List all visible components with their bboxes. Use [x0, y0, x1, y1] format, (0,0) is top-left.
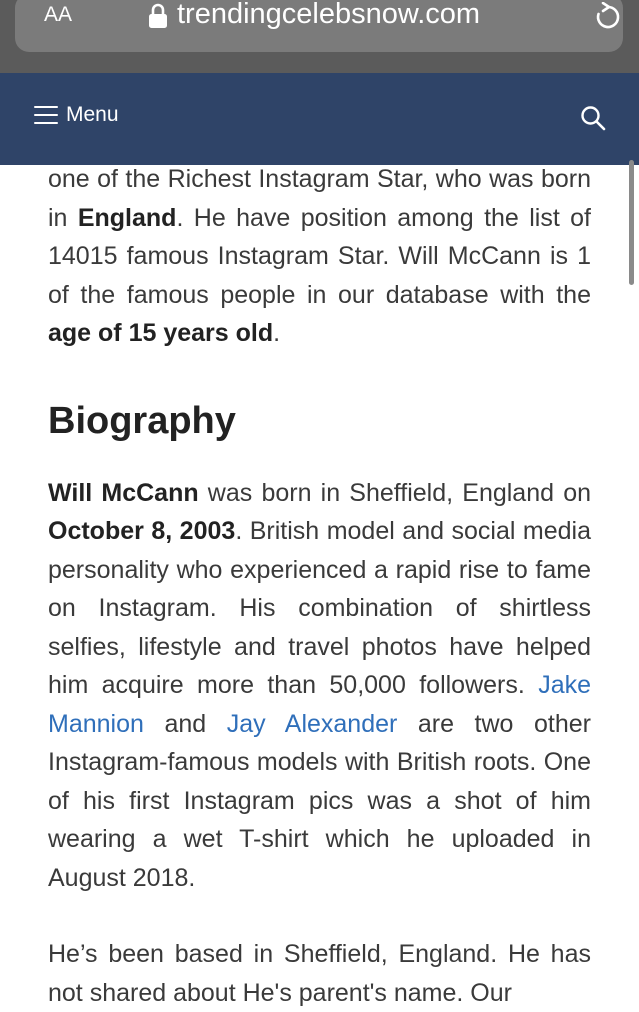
family-paragraph — [48, 935, 591, 1012]
browser-toolbar — [0, 0, 639, 73]
bold-name: Will McCann — [48, 478, 199, 507]
menu-button[interactable] — [34, 103, 119, 127]
lock-icon — [148, 3, 168, 29]
search-icon[interactable] — [580, 105, 606, 131]
scrollbar-thumb[interactable] — [629, 160, 634, 285]
intro-paragraph — [48, 160, 591, 353]
text-span: are two other Instagram-famous models with British roots. One of his first Instagram pics was a shot of him wearing a wet T-shirt which he uploaded in August 2018. — [48, 709, 591, 892]
bold-age: age of 15 years old — [48, 319, 274, 347]
link-jake-mannion[interactable]: Jake Mannion — [48, 671, 591, 738]
menu-label: Menu — [66, 103, 119, 126]
text-span: He’s been based in Sheffield, England. He has not shared about He's parent's name. Our — [48, 940, 591, 1007]
text-span: was born in Sheffield, England on — [198, 478, 591, 507]
site-header — [0, 73, 639, 165]
text-span: and — [143, 709, 227, 738]
hamburger-icon — [34, 106, 58, 124]
reload-icon[interactable] — [593, 2, 623, 32]
bold-birthdate: October 8, 2003 — [48, 517, 236, 545]
text-span: one of the Richest Instagram Star, who was born in — [48, 165, 591, 232]
text-span: . — [273, 319, 281, 347]
article-body — [48, 160, 591, 1012]
text-size-button[interactable] — [44, 3, 72, 27]
address-bar[interactable] — [15, 0, 623, 52]
biography-paragraph — [48, 474, 591, 898]
url-text[interactable]: trendingcelebsnow.com — [177, 0, 481, 30]
text-span: . He have position among the list of 14015 famous Instagram Star. Will McCann is 1 of the famous people in our database with the — [48, 203, 591, 309]
text-span: . British model and social media personality who experienced a rapid rise to fame on Instagram. His combination of shirtless selfies, lifestyle and travel photos have helped him acquire more than 50,000 followers. — [48, 517, 591, 699]
section-heading-biography: Biography — [48, 399, 236, 442]
text-size-label: AA — [44, 3, 73, 26]
bold-country: England — [77, 203, 177, 232]
link-jay-alexander[interactable]: Jay Alexander — [226, 709, 398, 738]
